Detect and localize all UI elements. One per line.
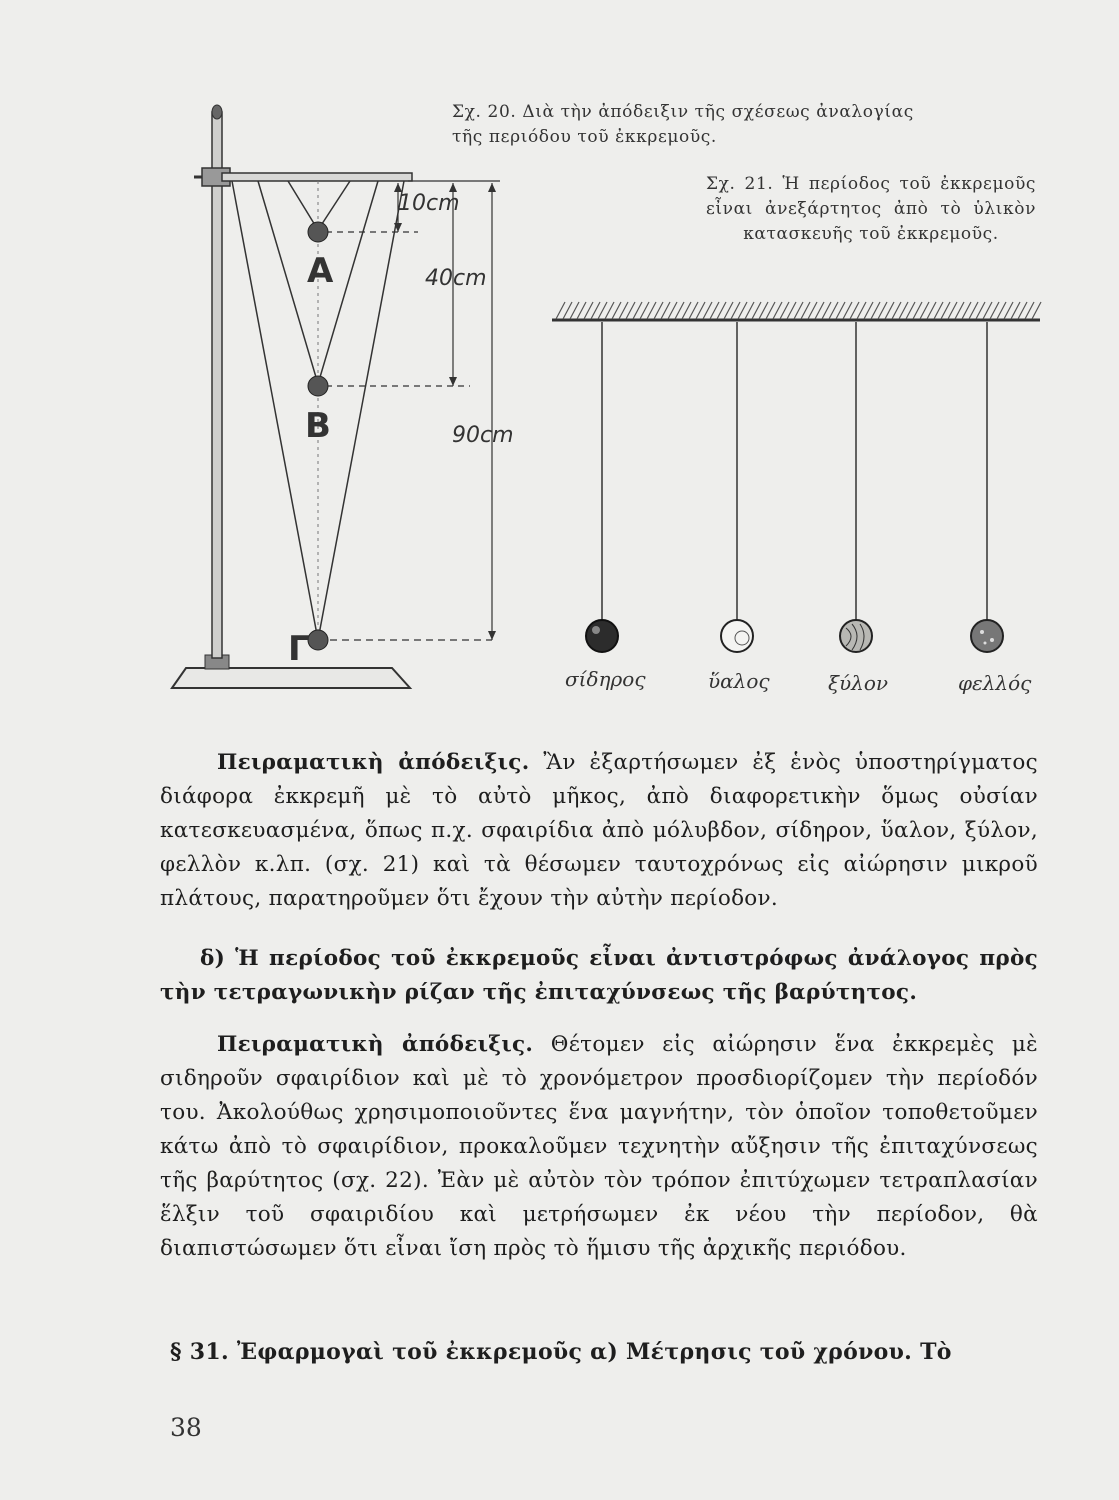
hatch-line [836,302,845,319]
hatch-line [822,302,831,319]
page-number: 38 [170,1413,202,1442]
hatch-line [731,302,740,319]
hatch-line [598,302,607,319]
caption-fig-20: Σχ. 20. Διὰ τὴν ἀπόδειξιν τῆς σχέσεως ἀναλογίας τῆς περιόδου τοῦ ἐκκρεμοῦς. [452,102,914,147]
hatch-line [857,302,866,319]
hatch-line [717,302,726,319]
hatch-line [906,302,915,319]
ball-cork-dot [990,638,994,642]
label-glass: ὕαλος [708,669,770,693]
hatch-line [1011,302,1020,319]
hatch-line [703,302,712,319]
hatch-line [773,302,782,319]
ball-cork [971,620,1003,652]
hatch-line [689,302,698,319]
hatch-line [654,302,663,319]
hatch-line [556,302,565,319]
paragraph-experimental-proof-1 [160,746,1038,916]
bob-a [308,222,328,242]
hatch-line [1004,302,1013,319]
ball-wood [840,620,872,652]
bob-g [308,630,328,650]
dim-90cm: 90cm [452,423,514,448]
ball-iron [586,620,618,652]
hatch-line [710,302,719,319]
hatch-line [640,302,649,319]
ball-iron-highlight [592,626,600,634]
ball-cork-dot [980,630,984,634]
dim-10cm: 10cm [398,191,460,216]
hatch-line [864,302,873,319]
hatch-line [584,302,593,319]
hatch-line [766,302,775,319]
hatch-line [969,302,978,319]
dim-40cm: 40cm [425,266,487,291]
hatch-line [990,302,999,319]
hatch-line [752,302,761,319]
hatch-line [913,302,922,319]
hatch-line [899,302,908,319]
hatch-line [1025,302,1034,319]
label-b: B [305,406,331,446]
label-iron: σίδηρος [565,667,646,691]
hatch-line [962,302,971,319]
label-cork: φελλός [958,671,1032,695]
hatch-line [759,302,768,319]
hatch-line [661,302,670,319]
hatch-line [668,302,677,319]
paragraph-body: Θέτομεν εἰς αἰώρησιν ἕνα ἐκκρεμὲς μὲ σιδηροῦν σφαιρίδιον καὶ μὲ τὸ χρονόμετρον προσδιορίζομεν τὴν περίοδόν του. Ἀκολούθως χρησιμοποιοῦντες ἕνα μαγνήτην, τὸν ὁποῖον τοποθετοῦμεν κάτω ἀπὸ τὸ σφαιρίδιον, προκαλοῦμεν τεχνητὴν αὔξησιν τῆς ἐπιταχύνσεως τῆς βαρύτητος (σχ. 22). Ἐὰν μὲ αὐτὸν τὸν τρόπον ἐπιτύχωμεν τετραπλασίαν ἕλξιν τοῦ σφαιριδίου καὶ μετρήσωμεν ἐκ νέου τὴν περίοδον, θὰ διαπιστώσωμεν ὅτι εἶναι ἴση πρὸς τὸ ἥμισυ τῆς ἀρχικῆς περιόδου. [160,1032,1038,1261]
section-heading-31: § 31. Ἐφαρμογαὶ τοῦ ἐκκρεμοῦς α) Μέτρησις τοῦ χρόνου. Τὸ [170,1339,952,1365]
hatch-line [850,302,859,319]
hatch-line [878,302,887,319]
label-a: A [307,251,334,291]
paragraph-lead: Πειραματικὴ ἀπόδειξις. [217,750,530,775]
figure-21-strings [602,322,987,622]
bob-b [308,376,328,396]
hatch-line [605,302,614,319]
hatch-line [794,302,803,319]
hatch-line [1018,302,1027,319]
hatch-line [955,302,964,319]
paragraph-experimental-proof-2 [160,1028,1038,1266]
label-wood: ξύλον [828,671,889,695]
hatch-line [927,302,936,319]
hatch-line [563,302,572,319]
hatch-line [619,302,628,319]
hatch-line [682,302,691,319]
hatch-line [738,302,747,319]
hatch-line [745,302,754,319]
hatch-line [591,302,600,319]
hatch-line [724,302,733,319]
hatch-line [612,302,621,319]
hatch-line [647,302,656,319]
ball-cork-dot [984,642,987,645]
paragraph-body: Ἂν ἐξαρτήσωμεν ἐξ ἑνὸς ὑποστηρίγματος διάφορα ἐκκρεμῆ μὲ τὸ αὐτὸ μῆκος, ἀπὸ διαφορετικὴν ὅμως οὐσίαν κατεσκευασμένα, ὅπως π.χ. σφαιρίδια ἀπὸ μόλυβδον, σίδηρον, ὕαλον, ξύλον, φελλὸν κ.λπ. (σχ. 21) καὶ τὰ θέσωμεν ταυτοχρόνως εἰς αἰώρησιν μικροῦ πλάτους, παρατηροῦμεν ὅτι ἔχουν τὴν αὐτὴν περίοδον. [160,750,1038,911]
paragraph-law-d: δ) Ἡ περίοδος τοῦ ἐκκρεμοῦς εἶναι ἀντιστρόφως ἀνάλογος πρὸς τὴν τετραγωνικὴν ρίζαν τῆς ἐπιταχύνσεως τῆς βαρύτητος. [160,946,1038,1005]
hatch-line [948,302,957,319]
hatch-line [780,302,789,319]
hatch-line [976,302,985,319]
hatch-line [815,302,824,319]
hatch-line [829,302,838,319]
paragraph-lead: Πειραματικὴ ἀπόδειξις. [217,1032,534,1057]
hatch-line [892,302,901,319]
hatch-line [570,302,579,319]
hatch-line [941,302,950,319]
ceiling-hatch [556,302,1041,319]
label-g: Γ [288,629,310,669]
hatch-line [843,302,852,319]
hatch-line [997,302,1006,319]
hatch-line [675,302,684,319]
hatch-line [1032,302,1041,319]
hatch-line [626,302,635,319]
hatch-line [801,302,810,319]
caption-fig-21: Σχ. 21. Ἡ περίοδος τοῦ ἐκκρεμοῦς εἶναι ἀνεξάρτητος ἀπὸ τὸ ὑλικὸν κατασκευῆς τοῦ ἐκκρεμοῦς. [706,174,1036,244]
hatch-line [934,302,943,319]
hatch-line [633,302,642,319]
hatch-line [920,302,929,319]
hatch-line [808,302,817,319]
hatch-line [871,302,880,319]
hatch-line [787,302,796,319]
hatch-line [577,302,586,319]
hatch-line [983,302,992,319]
hatch-line [696,302,705,319]
hatch-line [885,302,894,319]
